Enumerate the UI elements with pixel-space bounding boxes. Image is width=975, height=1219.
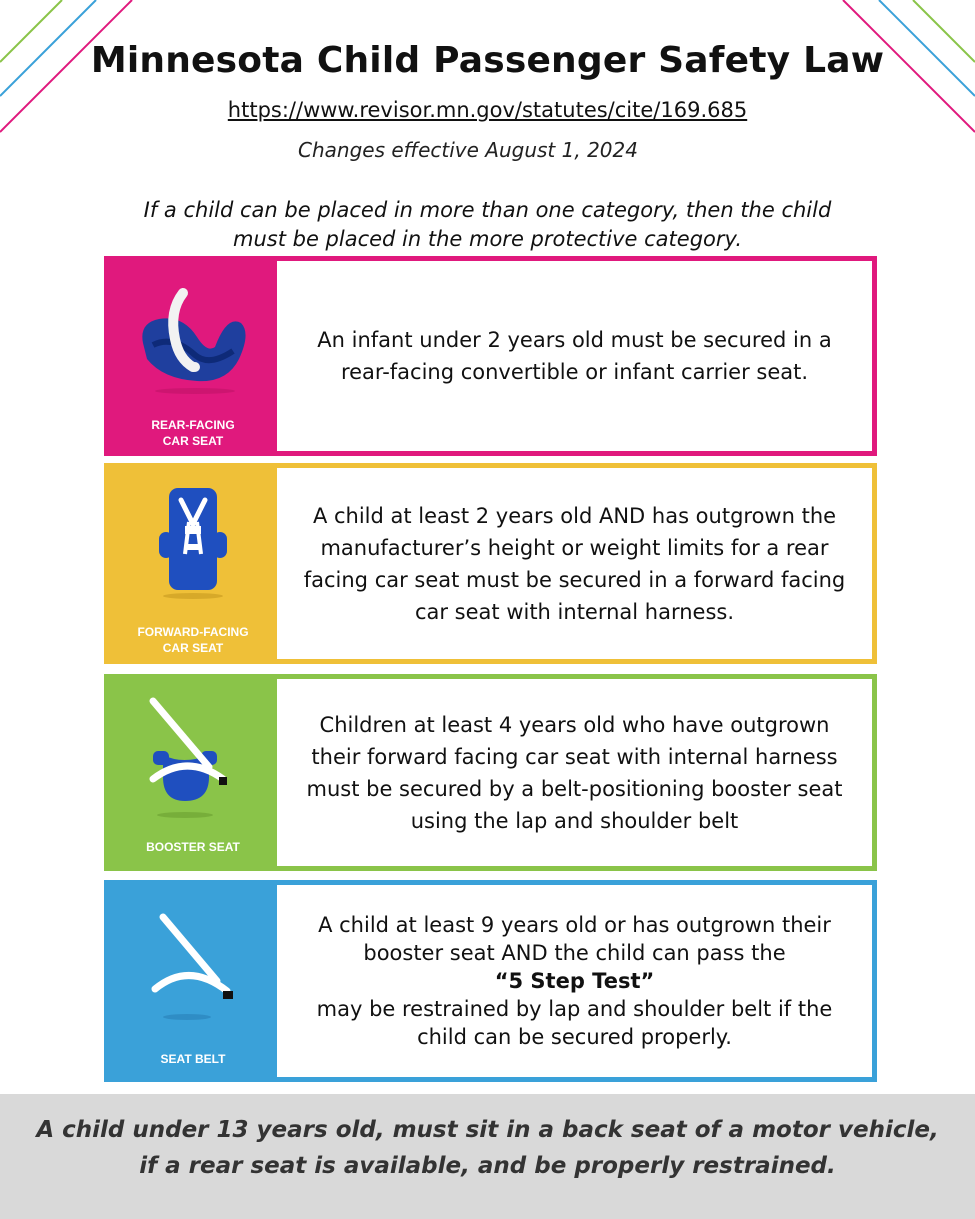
- forward-facing-label-line1: FORWARD-FACING: [137, 625, 249, 639]
- rear-facing-text: An infant under 2 years old must be secured in a rear-facing convertible or infant carrier seat.: [277, 261, 872, 451]
- seat-belt-text-line1: A child at least 9 years old or has outgrown their: [318, 913, 831, 937]
- effective-date: Changes effective August 1, 2024: [298, 138, 638, 162]
- forward-facing-panel: [109, 468, 277, 659]
- footer-line1: A child under 13 years old, must sit in a back seat of a motor vehicle,: [36, 1117, 939, 1143]
- rear-facing-label-line2: CAR SEAT: [162, 434, 224, 448]
- statute-link[interactable]: https://www.revisor.mn.gov/statutes/cite/169.685: [227, 98, 748, 122]
- forward-facing-label: [109, 624, 277, 656]
- rear-facing-label: [109, 417, 277, 449]
- booster-seat-icon: [123, 693, 263, 823]
- category-note: [0, 196, 975, 254]
- category-note-line1: If a child can be placed in more than one category, then the child: [143, 198, 832, 222]
- seat-belt-text-line2: booster seat AND the child can pass the: [363, 941, 786, 965]
- booster-card: [104, 674, 877, 871]
- forward-facing-label-line2: CAR SEAT: [162, 641, 224, 655]
- seat-belt-label: SEAT BELT: [160, 1052, 226, 1066]
- forward-facing-car-seat-icon: [123, 482, 263, 602]
- seat-belt-text-line4: child can be secured properly.: [417, 1025, 732, 1049]
- footer-banner: [0, 1094, 975, 1219]
- seat-belt-icon: [123, 899, 263, 1029]
- booster-label: BOOSTER SEAT: [146, 840, 240, 854]
- seat-belt-panel: [109, 885, 277, 1077]
- seat-belt-card: [104, 880, 877, 1082]
- seat-belt-text-line3: may be restrained by lap and shoulder belt if the: [316, 997, 833, 1021]
- forward-facing-text: A child at least 2 years old AND has outgrown the manufacturer’s height or weight limits for a rear facing car seat must be secured in a forward facing car seat with internal harness.: [277, 468, 872, 659]
- booster-text: Children at least 4 years old who have outgrown their forward facing car seat with internal harness must be secured by a belt-positioning booster seat using the lap and shoulder belt: [277, 679, 872, 866]
- booster-panel: [109, 679, 277, 866]
- rear-facing-car-seat-icon: [123, 275, 263, 395]
- five-step-test: “5 Step Test”: [494, 969, 655, 993]
- footer-line2: if a rear seat is available, and be properly restrained.: [139, 1153, 836, 1179]
- rear-facing-card: [104, 256, 877, 456]
- forward-facing-card: [104, 463, 877, 664]
- category-note-line2: must be placed in the more protective category.: [233, 227, 742, 251]
- rear-facing-panel: [109, 261, 277, 451]
- page-title: Minnesota Child Passenger Safety Law: [90, 40, 885, 81]
- seat-belt-text: [277, 885, 872, 1077]
- rear-facing-label-line1: REAR-FACING: [151, 418, 235, 432]
